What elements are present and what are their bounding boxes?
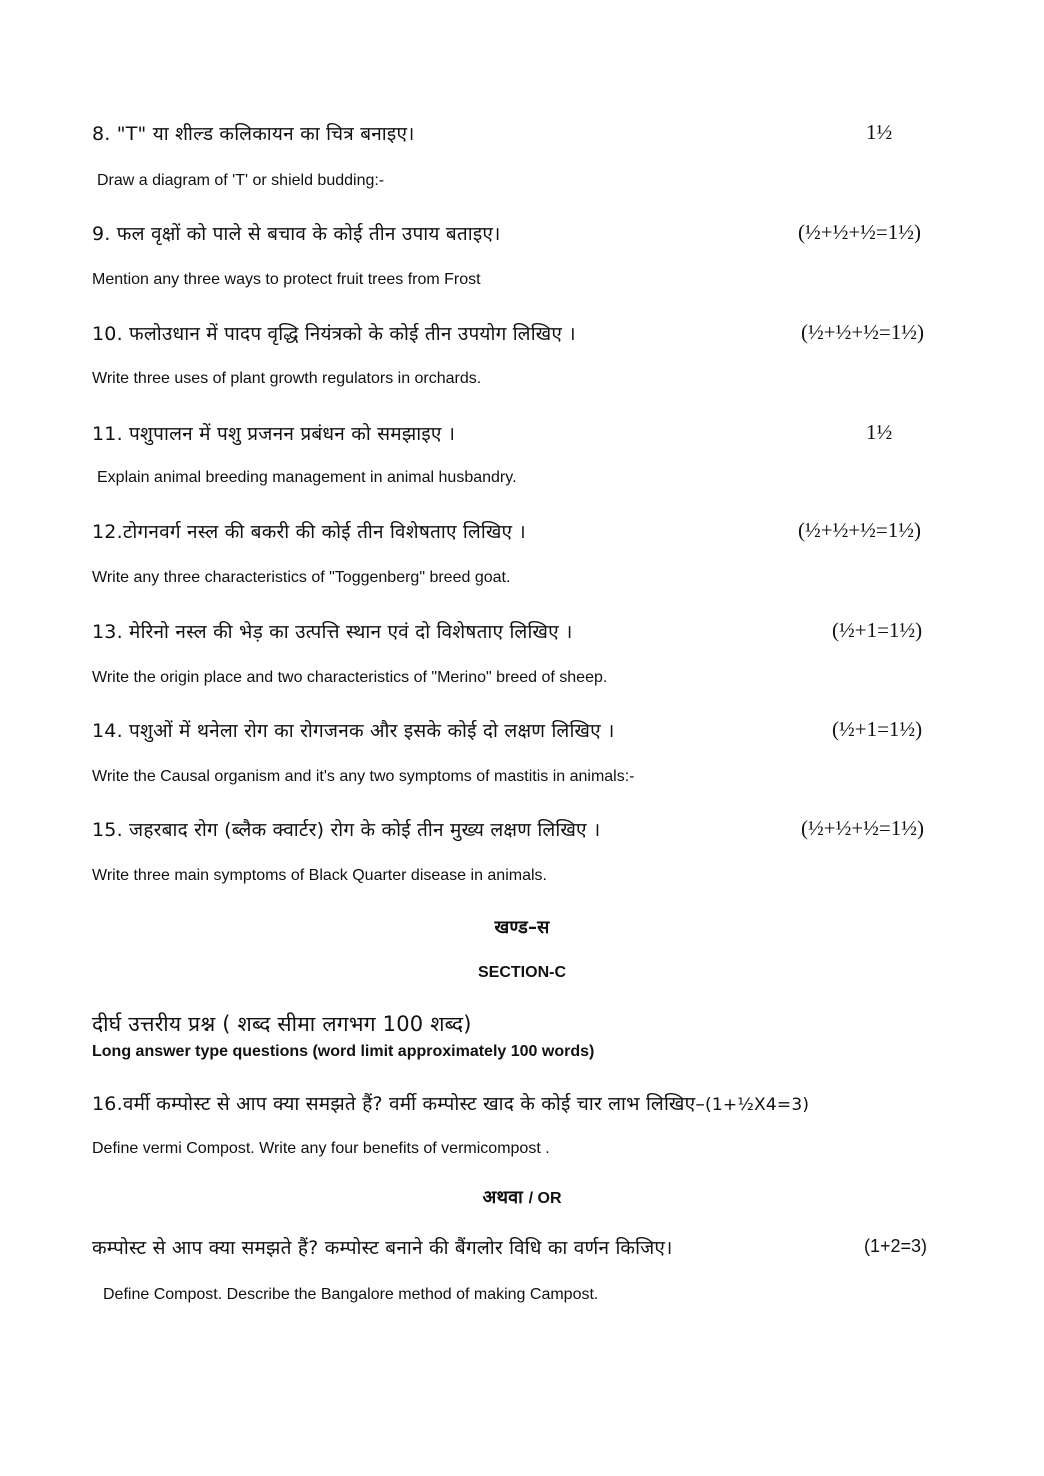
question-16-text: 16.वर्मी कम्पोस्ट से आप क्या समझते हैं? वर्मी कम्पोस्ट खाद के कोई चार लाभ लिखिए– [92, 1093, 706, 1115]
question-13-hindi: 13. मेरिनो नस्ल की भेड़ का उत्पत्ति स्थान एवं दो विशेषताए लिखिए । [92, 621, 573, 643]
section-title-english: SECTION-C [478, 964, 566, 981]
question-15-english: Write three main symptoms of Black Quarter disease in animals. [92, 867, 547, 884]
section-title-hindi: खण्ड–स [494, 917, 550, 938]
question-8-hindi: 8. "T" या शील्ड कलिकायन का चित्र बनाइए। [92, 123, 415, 145]
question-9-english: Mention any three ways to protect fruit trees from Frost [92, 271, 481, 288]
question-13-marks: (½+1=1½) [832, 618, 923, 642]
question-14-english: Write the Causal organism and it's any two symptoms of mastitis in animals:- [92, 768, 635, 785]
question-9-marks: (½+½+½=1½) [798, 220, 922, 244]
question-11-hindi: 11. पशुपालन में पशु प्रजनन प्रबंधन को समझाइए । [92, 423, 456, 445]
question-12-hindi: 12.टोगनवर्ग नस्ल की बकरी की कोई तीन विशेषताए लिखिए । [92, 521, 526, 543]
question-14-hindi: 14. पशुओं में थनेला रोग का रोगजनक और इसके कोई दो लक्षण लिखिए । [92, 720, 615, 742]
question-10-marks: (½+½+½=1½) [801, 320, 925, 344]
alt-question-hindi: कम्पोस्ट से आप क्या समझते हैं? कम्पोस्ट बनाने की बैंगलोर विधि का वर्णन किजिए। [92, 1237, 673, 1259]
alt-question-english: Define Compost. Describe the Bangalore method of making Campost. [103, 1286, 599, 1303]
question-12-english: Write any three characteristics of "Toggenberg" breed goat. [92, 569, 511, 586]
question-15-hindi: 15. जहरबाद रोग (ब्लैक क्वार्टर) रोग के कोई तीन मुख्य लक्षण लिखिए । [92, 819, 601, 841]
question-12-marks: (½+½+½=1½) [798, 518, 922, 542]
section-instruction-english: Long answer type questions (word limit approximately 100 words) [92, 1043, 595, 1060]
question-16-hindi [92, 1090, 809, 1116]
question-15-marks: (½+½+½=1½) [801, 816, 925, 840]
question-16-english: Define vermi Compost. Write any four benefits of vermicompost . [92, 1140, 550, 1157]
question-13-english: Write the origin place and two characteristics of "Merino" breed of sheep. [92, 669, 608, 686]
question-8-english: Draw a diagram of 'T' or shield budding:- [97, 172, 385, 189]
or-separator [0, 1185, 1044, 1209]
question-14-marks: (½+1=1½) [832, 717, 923, 741]
question-8-marks: 1½ [866, 120, 893, 144]
question-9-hindi: 9. फल वृक्षों को पाले से बचाव के कोई तीन उपाय बताइए। [92, 223, 501, 245]
question-16-marks: (1+½X4=3) [705, 1095, 810, 1115]
alt-question-marks: (1+2=3) [864, 1236, 928, 1256]
question-11-marks: 1½ [866, 420, 893, 444]
or-english: / OR [528, 1190, 562, 1207]
or-hindi: अथवा [482, 1187, 524, 1208]
question-10-hindi: 10. फलोउधान में पादप वृद्धि नियंत्रको के कोई तीन उपयोग लिखिए । [92, 323, 576, 345]
section-instruction-hindi: दीर्घ उत्तरीय प्रश्न ( शब्द सीमा लगभग 100 शब्द) [92, 1012, 472, 1036]
question-10-english: Write three uses of plant growth regulators in orchards. [92, 370, 482, 387]
question-11-english: Explain animal breeding management in animal husbandry. [97, 469, 517, 486]
